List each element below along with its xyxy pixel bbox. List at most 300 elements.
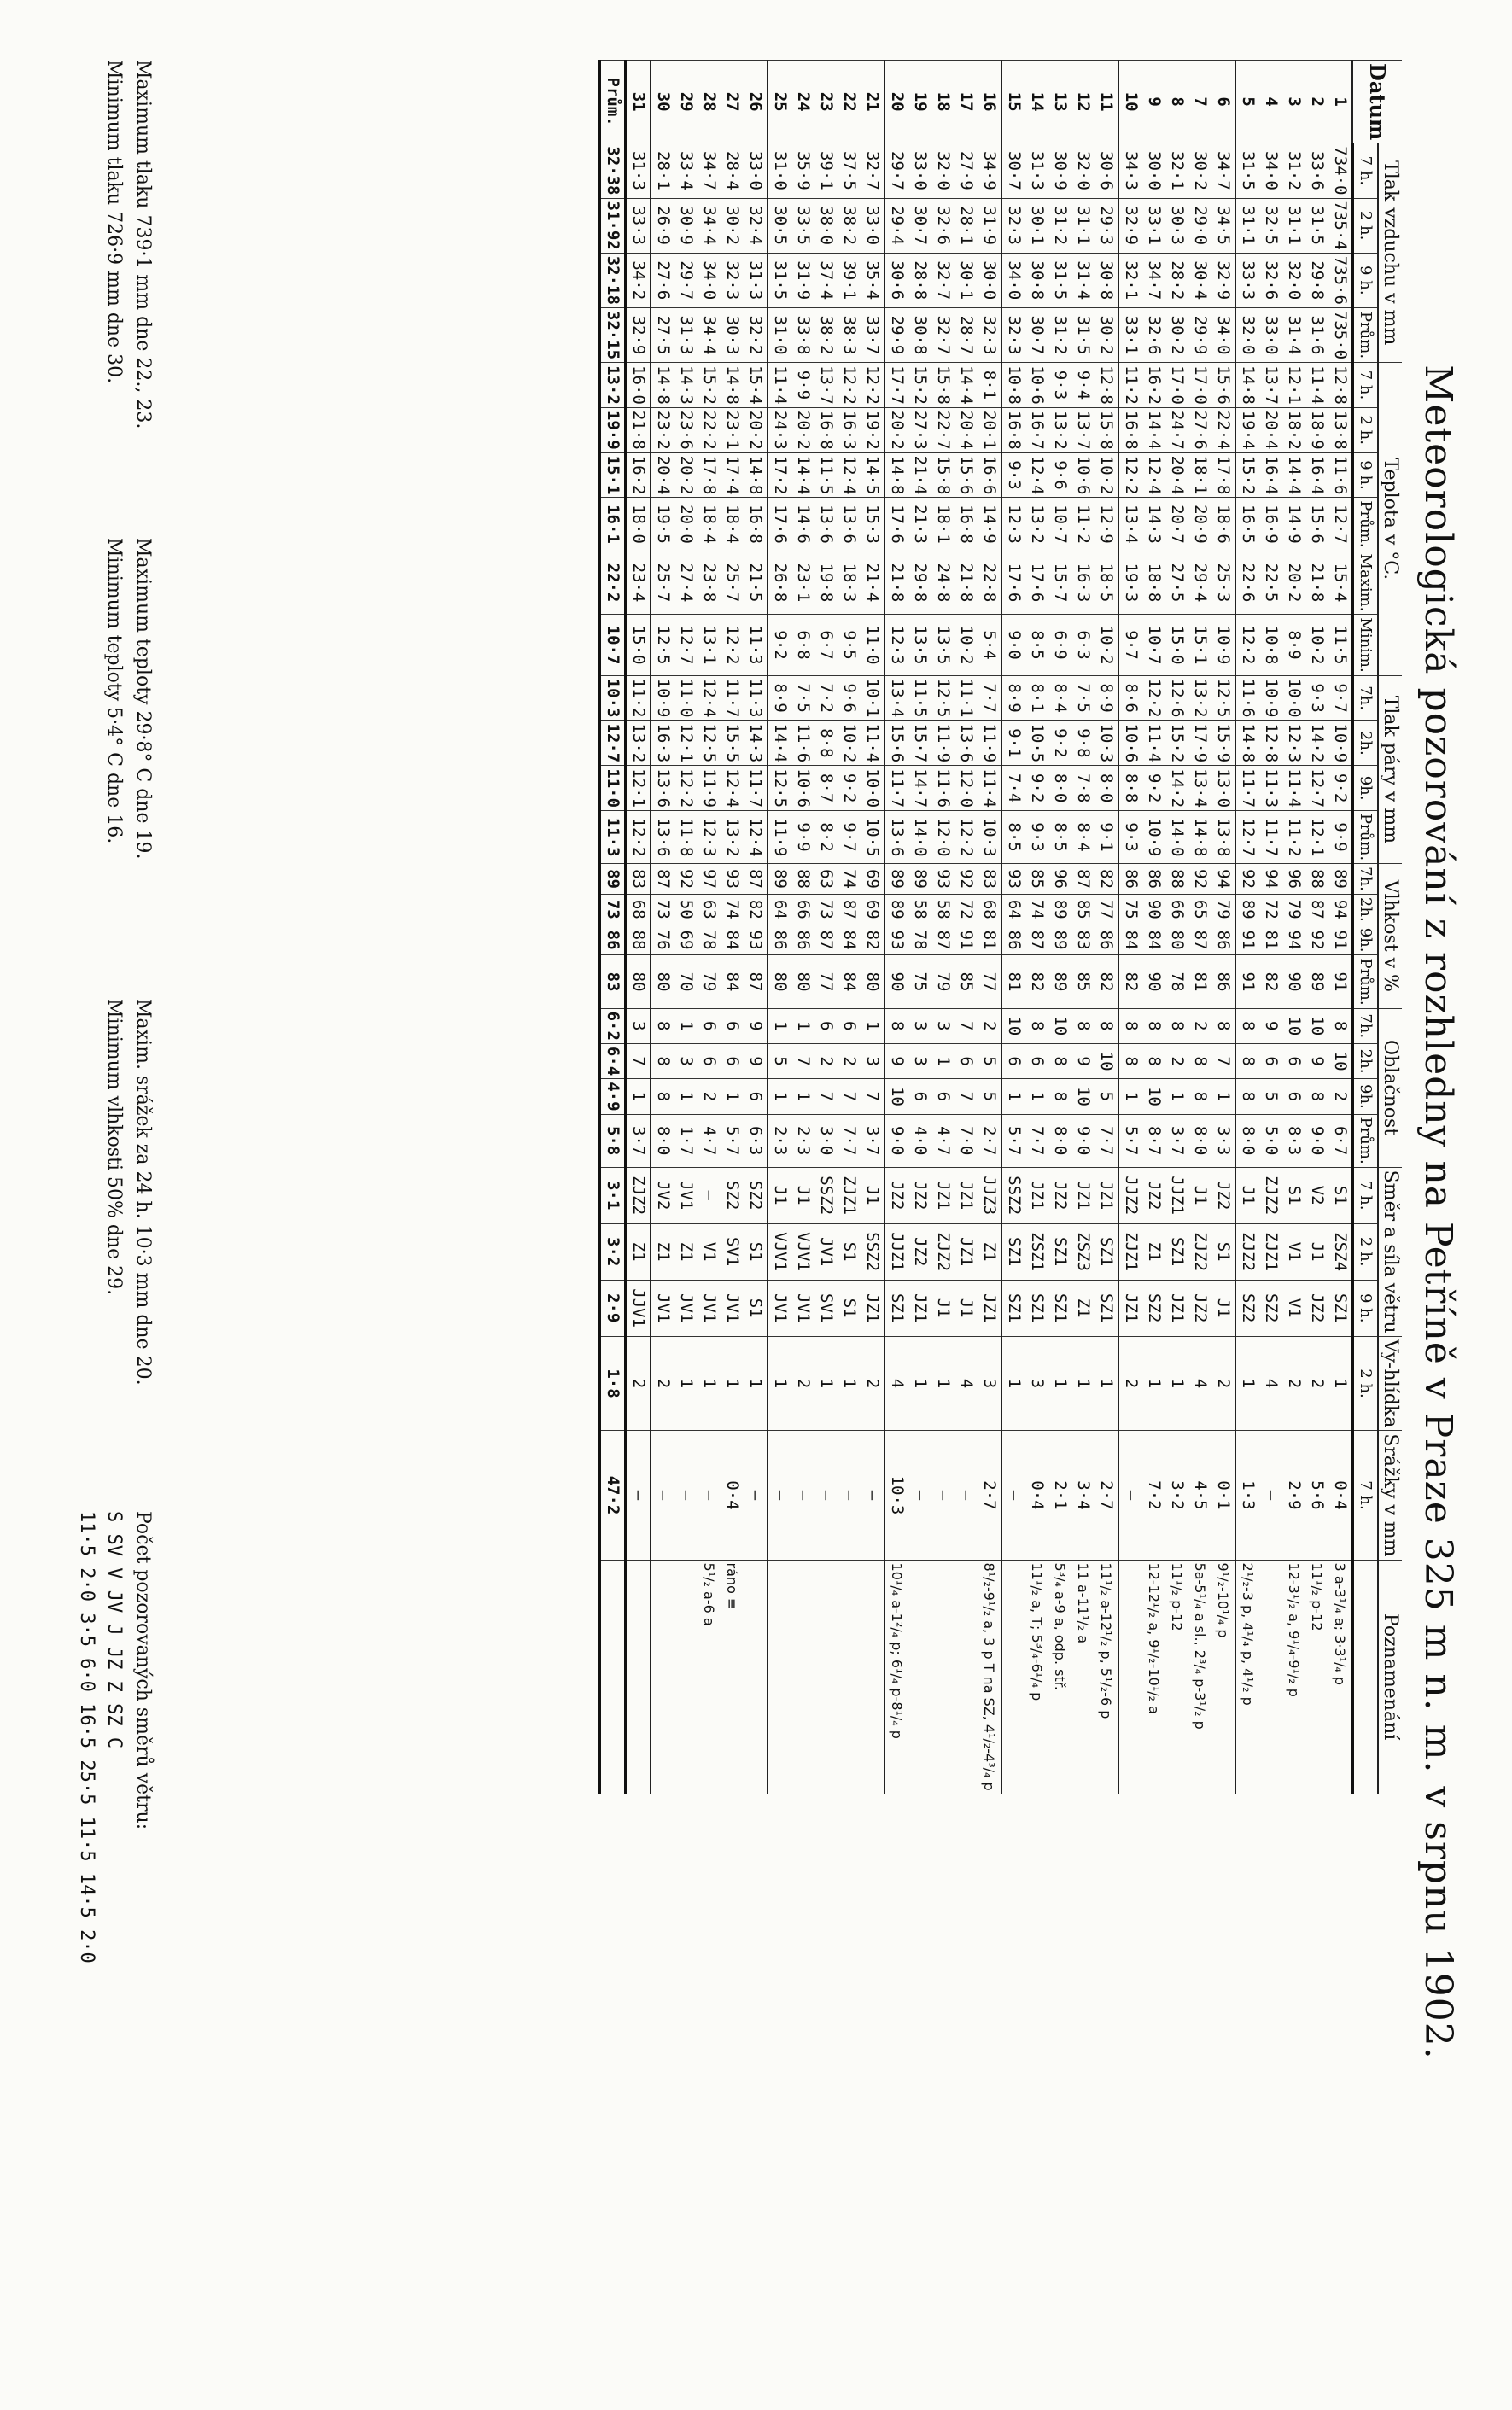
value-cell: 10 <box>1305 1008 1328 1043</box>
value-cell: 20·1 <box>978 407 1001 452</box>
remark-cell <box>1259 1560 1282 1794</box>
value-cell: 22·5 <box>1259 551 1282 615</box>
value-cell: 32·0 <box>931 143 954 198</box>
value-cell: 13·4 <box>1188 766 1211 811</box>
sub-header: 9h. <box>1353 925 1379 955</box>
value-cell: 1 <box>674 1008 698 1043</box>
value-cell: 22·6 <box>1235 551 1259 615</box>
value-cell: 20·4 <box>954 407 978 452</box>
value-cell: 30·0 <box>978 253 1001 307</box>
value-cell: 13·7 <box>1071 407 1095 452</box>
value-cell: 27·9 <box>954 143 978 198</box>
value-cell: 30·7 <box>1025 307 1048 362</box>
value-cell: — <box>744 1431 768 1560</box>
remark-cell: ráno ≡ <box>721 1560 744 1794</box>
value-cell: 69 <box>861 864 884 895</box>
value-cell: S1 <box>744 1223 768 1280</box>
sub-header: 9 h. <box>1353 253 1379 307</box>
value-cell: 1 <box>768 1079 791 1114</box>
sub-header: 9 h. <box>1353 1280 1379 1336</box>
value-cell: 8·6 <box>1118 675 1142 721</box>
value-cell: 72 <box>1259 894 1282 925</box>
value-cell: 79 <box>698 955 721 1008</box>
value-cell: 10·0 <box>1282 675 1305 721</box>
table-row <box>1118 61 1142 1794</box>
value-cell: 31·3 <box>626 143 651 198</box>
value-cell: 8·1 <box>978 363 1001 408</box>
value-cell: Z1 <box>626 1223 651 1280</box>
value-cell: JV2 <box>651 1167 674 1223</box>
value-cell: 7·5 <box>791 675 814 721</box>
value-cell: JZ2 <box>1188 1280 1211 1336</box>
value-cell: 12·2 <box>1118 452 1142 498</box>
table-row <box>674 61 698 1794</box>
sub-header: 2h. <box>1353 894 1379 925</box>
value-cell: 23·4 <box>626 551 651 615</box>
value-cell: 91 <box>1235 925 1259 955</box>
value-cell: 10 <box>1328 1043 1353 1078</box>
value-cell: 12·2 <box>721 615 744 675</box>
value-cell: 8 <box>1235 1043 1259 1078</box>
value-cell: 83 <box>978 864 1001 895</box>
value-cell: 16·5 <box>1235 498 1259 551</box>
value-cell: 3·4 <box>1071 1431 1095 1560</box>
value-cell: 27·6 <box>651 253 674 307</box>
table-row <box>651 61 674 1794</box>
value-cell: 81 <box>1001 955 1025 1008</box>
value-cell: 69 <box>861 894 884 925</box>
value-cell: JZ1 <box>954 1223 978 1280</box>
value-cell: 27·5 <box>651 307 674 362</box>
value-cell: 10·6 <box>791 766 814 811</box>
value-cell: 13·7 <box>814 363 838 408</box>
value-cell: SZ1 <box>1001 1223 1025 1280</box>
value-cell: 78 <box>908 925 931 955</box>
value-cell: 85 <box>1071 894 1095 925</box>
value-cell: 58 <box>931 894 954 925</box>
sub-header: Prům. <box>1353 307 1379 362</box>
value-cell: 32·7 <box>931 307 954 362</box>
value-cell: 15·8 <box>931 363 954 408</box>
table-row <box>721 61 744 1794</box>
value-cell: 14·6 <box>791 498 814 551</box>
value-cell: 30·5 <box>768 198 791 253</box>
value-cell: 7 <box>954 1008 978 1043</box>
value-cell: 82 <box>744 894 768 925</box>
value-cell: 6·7 <box>1328 1114 1353 1167</box>
value-cell: 30·7 <box>1001 143 1025 198</box>
value-cell: ZJZ2 <box>1259 1167 1282 1223</box>
value-cell: JV1 <box>814 1223 838 1280</box>
table-row <box>1282 61 1305 1794</box>
value-cell: 11·7 <box>721 675 744 721</box>
value-cell: 1 <box>1235 1336 1259 1431</box>
value-cell: 33·1 <box>1118 307 1142 362</box>
value-cell: 8 <box>1305 1079 1328 1114</box>
group-header: Oblačnost <box>1378 1008 1402 1167</box>
value-cell: 15·6 <box>1305 498 1328 551</box>
value-cell: 86 <box>1211 955 1235 1008</box>
group-header: Tlak vzduchu v mm <box>1378 143 1402 363</box>
day-cell: 29 <box>674 61 698 143</box>
value-cell: 11·8 <box>674 811 698 864</box>
value-cell: 6 <box>1259 1043 1282 1078</box>
value-cell: — <box>931 1431 954 1560</box>
value-cell: JV1 <box>698 1280 721 1336</box>
value-cell: 11·3 <box>744 615 768 675</box>
remark-cell: 10¹/₄ a-1²/₄ p; 6¹/₄ p-8¹/₄ p <box>884 1560 908 1794</box>
value-cell: 7·7 <box>838 1114 861 1167</box>
value-cell: 76 <box>651 925 674 955</box>
value-cell: 30·6 <box>884 253 908 307</box>
value-cell: 21·4 <box>908 452 931 498</box>
value-cell: 9 <box>884 1043 908 1078</box>
value-cell: 70 <box>674 955 698 1008</box>
value-cell: SSZ2 <box>1001 1167 1025 1223</box>
value-cell: 14·3 <box>674 363 698 408</box>
value-cell: 30·8 <box>908 307 931 362</box>
table-body <box>600 61 1353 1794</box>
value-cell: 11·2 <box>1071 498 1095 551</box>
value-cell: 32·3 <box>1001 307 1025 362</box>
value-cell: ZSZ3 <box>1071 1223 1095 1280</box>
value-cell: 32·3 <box>721 253 744 307</box>
value-cell: 9·3 <box>1025 811 1048 864</box>
value-cell: 11·5 <box>908 675 931 721</box>
day-cell: 22 <box>838 61 861 143</box>
value-cell: 72 <box>954 894 978 925</box>
value-cell: 734·0 <box>1328 143 1353 198</box>
value-cell: J1 <box>931 1280 954 1336</box>
value-cell: 33·5 <box>791 198 814 253</box>
value-cell: 11·3 <box>1259 766 1282 811</box>
sub-header: 2 h. <box>1353 1336 1379 1431</box>
value-cell: 15·4 <box>744 363 768 408</box>
value-cell: 8·9 <box>768 675 791 721</box>
value-cell: 8 <box>1328 1008 1353 1043</box>
remark-cell <box>861 1560 884 1794</box>
value-cell: V1 <box>1282 1280 1305 1336</box>
value-cell: 6 <box>931 1079 954 1114</box>
value-cell: 1 <box>626 1079 651 1114</box>
value-cell: 9 <box>1259 1008 1282 1043</box>
value-cell: 8 <box>651 1043 674 1078</box>
value-cell: 29·4 <box>1188 551 1211 615</box>
value-cell: 12·8 <box>1328 363 1353 408</box>
group-header: Směr a síla větru <box>1378 1167 1402 1336</box>
value-cell: 75 <box>1118 894 1142 925</box>
value-cell: 8 <box>651 1008 674 1043</box>
value-cell: 9·6 <box>1048 452 1071 498</box>
value-cell: 9·0 <box>884 1114 908 1167</box>
value-cell: 13·4 <box>884 675 908 721</box>
value-cell: 30·3 <box>1165 198 1188 253</box>
value-cell: 3 <box>626 1008 651 1043</box>
value-cell: 82 <box>1025 955 1048 1008</box>
value-cell: 31·5 <box>1048 253 1071 307</box>
table-row <box>1001 61 1025 1794</box>
value-cell: 17·9 <box>1188 721 1211 766</box>
value-cell: 7·8 <box>1071 766 1095 811</box>
value-cell: 32·18 <box>600 253 626 307</box>
value-cell: 11·6 <box>1235 675 1259 721</box>
value-cell: 0·4 <box>1328 1431 1353 1560</box>
value-cell: 89 <box>600 864 626 895</box>
value-cell: 5·7 <box>721 1114 744 1167</box>
value-cell: S1 <box>1211 1223 1235 1280</box>
value-cell: 9·9 <box>791 363 814 408</box>
value-cell: 31·1 <box>1071 198 1095 253</box>
value-cell: 8·3 <box>1282 1114 1305 1167</box>
value-cell: 87 <box>1025 925 1048 955</box>
value-cell: 24·8 <box>931 551 954 615</box>
value-cell: 8·1 <box>1025 675 1048 721</box>
rotated-sheet <box>34 34 1468 2390</box>
value-cell: 13·6 <box>814 498 838 551</box>
value-cell: 80 <box>861 955 884 1008</box>
value-cell: 21·4 <box>861 551 884 615</box>
value-cell: 4·7 <box>698 1114 721 1167</box>
value-cell: 12·2 <box>1235 615 1259 675</box>
value-cell: 4 <box>954 1336 978 1431</box>
value-cell: 29·9 <box>1188 307 1211 362</box>
value-cell: 34·0 <box>1211 307 1235 362</box>
value-cell: 1 <box>931 1043 954 1078</box>
value-cell: 33·0 <box>1259 307 1282 362</box>
value-cell: J1 <box>861 1167 884 1223</box>
table-row <box>1071 61 1095 1794</box>
value-cell: 13·2 <box>626 721 651 766</box>
value-cell: 10 <box>1048 1008 1071 1043</box>
value-cell: 38·2 <box>838 198 861 253</box>
value-cell: 30·9 <box>674 198 698 253</box>
value-cell: 15·2 <box>1235 452 1259 498</box>
value-cell: 1 <box>1025 1079 1048 1114</box>
value-cell: 32·5 <box>1259 198 1282 253</box>
day-cell: 3 <box>1282 61 1305 143</box>
value-cell: 6 <box>814 1008 838 1043</box>
value-cell: 10·2 <box>838 721 861 766</box>
remark-cell <box>768 1560 791 1794</box>
value-cell: 84 <box>838 955 861 1008</box>
sub-header: 9h. <box>1353 766 1379 811</box>
value-cell: 30·2 <box>1165 307 1188 362</box>
value-cell: 12·2 <box>626 811 651 864</box>
value-cell: 1 <box>1001 1336 1025 1431</box>
value-cell: 30·7 <box>908 198 931 253</box>
value-cell: 27·3 <box>908 407 931 452</box>
value-cell: 5·7 <box>1001 1114 1025 1167</box>
value-cell: 2 <box>626 1336 651 1431</box>
value-cell: 73 <box>600 894 626 925</box>
value-cell: 78 <box>698 925 721 955</box>
value-cell: 34·5 <box>1211 198 1235 253</box>
value-cell: 33·1 <box>1142 198 1165 253</box>
value-cell: 37·4 <box>814 253 838 307</box>
value-cell: 20·7 <box>1165 498 1188 551</box>
value-cell: SSZ2 <box>814 1167 838 1223</box>
value-cell: 12·4 <box>1025 452 1048 498</box>
value-cell: 14·5 <box>861 452 884 498</box>
value-cell: 50 <box>674 894 698 925</box>
value-cell: 12·5 <box>651 615 674 675</box>
value-cell: J1 <box>768 1167 791 1223</box>
sub-header: 7 h. <box>1353 363 1379 408</box>
value-cell: 12·0 <box>954 766 978 811</box>
value-cell: ZJZ1 <box>1118 1223 1142 1280</box>
value-cell: 92 <box>1235 864 1259 895</box>
value-cell: JV1 <box>651 1280 674 1336</box>
value-cell: 6 <box>1282 1043 1305 1078</box>
value-cell: 14·8 <box>721 363 744 408</box>
value-cell: 8·0 <box>1048 766 1071 811</box>
value-cell: 8 <box>1188 1043 1211 1078</box>
value-cell: 11·9 <box>931 721 954 766</box>
value-cell: 94 <box>1259 864 1282 895</box>
value-cell: 10·5 <box>861 811 884 864</box>
value-cell: 14·2 <box>1305 721 1328 766</box>
average-row <box>600 61 626 1794</box>
value-cell: 81 <box>1259 925 1282 955</box>
value-cell: 86 <box>768 925 791 955</box>
value-cell: 13·8 <box>1328 407 1353 452</box>
value-cell: 6 <box>698 1008 721 1043</box>
value-cell: 1 <box>698 1336 721 1431</box>
value-cell: 1 <box>931 1336 954 1431</box>
value-cell: 83 <box>600 955 626 1008</box>
value-cell: V2 <box>1305 1167 1328 1223</box>
value-cell: 13·5 <box>931 615 954 675</box>
value-cell: Z1 <box>1071 1280 1095 1336</box>
value-cell: 6·4 <box>600 1043 626 1078</box>
value-cell: J1 <box>1235 1167 1259 1223</box>
value-cell: 13·0 <box>1211 766 1235 811</box>
value-cell: — <box>954 1431 978 1560</box>
min-humidity-note: Minimum vlhkosti 50% dne 29. <box>103 999 125 1296</box>
value-cell: 94 <box>1211 864 1235 895</box>
group-header: Tlak páry v mm <box>1378 675 1402 863</box>
remark-cell <box>651 1560 674 1794</box>
value-cell: 9 <box>744 1008 768 1043</box>
value-cell: 14·4 <box>768 721 791 766</box>
value-cell: 11·7 <box>1235 766 1259 811</box>
value-cell: 4·5 <box>1188 1431 1211 1560</box>
value-cell: 9·3 <box>1001 452 1025 498</box>
value-cell: SZ1 <box>1095 1223 1118 1280</box>
value-cell: 86 <box>1211 925 1235 955</box>
sub-header: 7 h. <box>1353 143 1379 198</box>
value-cell: 1 <box>1165 1079 1188 1114</box>
day-cell: 7 <box>1188 61 1211 143</box>
value-cell: 12·2 <box>861 363 884 408</box>
value-cell: 2·7 <box>978 1431 1001 1560</box>
value-cell: 37·5 <box>838 143 861 198</box>
day-cell: Prům. <box>600 61 626 143</box>
group-header-row <box>1378 61 1402 1794</box>
value-cell: 5 <box>1259 1079 1282 1114</box>
value-cell: 88 <box>1165 864 1188 895</box>
value-cell: 96 <box>1282 864 1305 895</box>
value-cell: 1 <box>791 1008 814 1043</box>
value-cell: ZSZ1 <box>1025 1223 1048 1280</box>
value-cell: 2 <box>838 1043 861 1078</box>
value-cell: 5·6 <box>1305 1431 1328 1560</box>
value-cell: 31·2 <box>1048 307 1071 362</box>
value-cell: S1 <box>1282 1167 1305 1223</box>
value-cell: 18·8 <box>1142 551 1165 615</box>
value-cell: 12·5 <box>1211 675 1235 721</box>
value-cell: 35·9 <box>791 143 814 198</box>
value-cell: 8 <box>1118 1008 1142 1043</box>
sub-header: 9h. <box>1353 1079 1379 1114</box>
value-cell: 8·8 <box>1118 766 1142 811</box>
sub-header: 7 h. <box>1353 1431 1379 1560</box>
value-cell: ZSZ4 <box>1328 1223 1353 1280</box>
value-cell: 93 <box>721 864 744 895</box>
value-cell: 8·5 <box>1048 811 1071 864</box>
value-cell: 2 <box>978 1008 1001 1043</box>
value-cell: 90 <box>884 955 908 1008</box>
value-cell: 74 <box>1025 894 1048 925</box>
value-cell: 5 <box>768 1043 791 1078</box>
value-cell: 11·6 <box>931 766 954 811</box>
value-cell: 87 <box>1071 864 1095 895</box>
value-cell: 23·1 <box>791 551 814 615</box>
value-cell: 15·1 <box>600 452 626 498</box>
table-row <box>698 61 721 1794</box>
value-cell: 9·9 <box>791 811 814 864</box>
value-cell: 89 <box>1048 894 1071 925</box>
value-cell: 15·4 <box>1328 551 1353 615</box>
value-cell: 82 <box>861 925 884 955</box>
value-cell: 86 <box>600 925 626 955</box>
max-precip-note: Maxim. srážek za 24 h. 10·3 mm dne 20. <box>132 999 154 1386</box>
value-cell: 18·1 <box>1188 452 1211 498</box>
value-cell: 12·3 <box>1282 721 1305 766</box>
value-cell: 33·6 <box>1305 143 1328 198</box>
value-cell: 11·1 <box>954 675 978 721</box>
value-cell: 86 <box>791 925 814 955</box>
remark-cell <box>838 1560 861 1794</box>
value-cell: 92 <box>1305 925 1328 955</box>
value-cell: 19·3 <box>1118 551 1142 615</box>
value-cell: 6 <box>721 1008 744 1043</box>
value-cell: 11·4 <box>1282 766 1305 811</box>
value-cell: 2 <box>698 1079 721 1114</box>
value-cell: 32·15 <box>600 307 626 362</box>
day-cell: 27 <box>721 61 744 143</box>
value-cell: 10·3 <box>1095 721 1118 766</box>
value-cell: 19·5 <box>651 498 674 551</box>
value-cell: 22·8 <box>978 551 1001 615</box>
value-cell: 74 <box>721 894 744 925</box>
remark-cell: 3 a-3¹/₄ a; 3·3¹/₄ p <box>1328 1560 1353 1794</box>
value-cell: S1 <box>838 1280 861 1336</box>
value-cell: 87 <box>651 864 674 895</box>
value-cell: 16·8 <box>744 498 768 551</box>
value-cell: 17·6 <box>884 498 908 551</box>
value-cell: 8 <box>1118 1043 1142 1078</box>
value-cell: 6 <box>908 1079 931 1114</box>
table-row <box>1211 61 1235 1794</box>
datum-header: Datum <box>1353 61 1403 143</box>
value-cell: 85 <box>954 955 978 1008</box>
value-cell: 17·0 <box>1188 363 1211 408</box>
value-cell: 29·3 <box>1095 198 1118 253</box>
value-cell: 23·8 <box>698 551 721 615</box>
value-cell: 3 <box>978 1336 1001 1431</box>
day-cell: 16 <box>978 61 1001 143</box>
